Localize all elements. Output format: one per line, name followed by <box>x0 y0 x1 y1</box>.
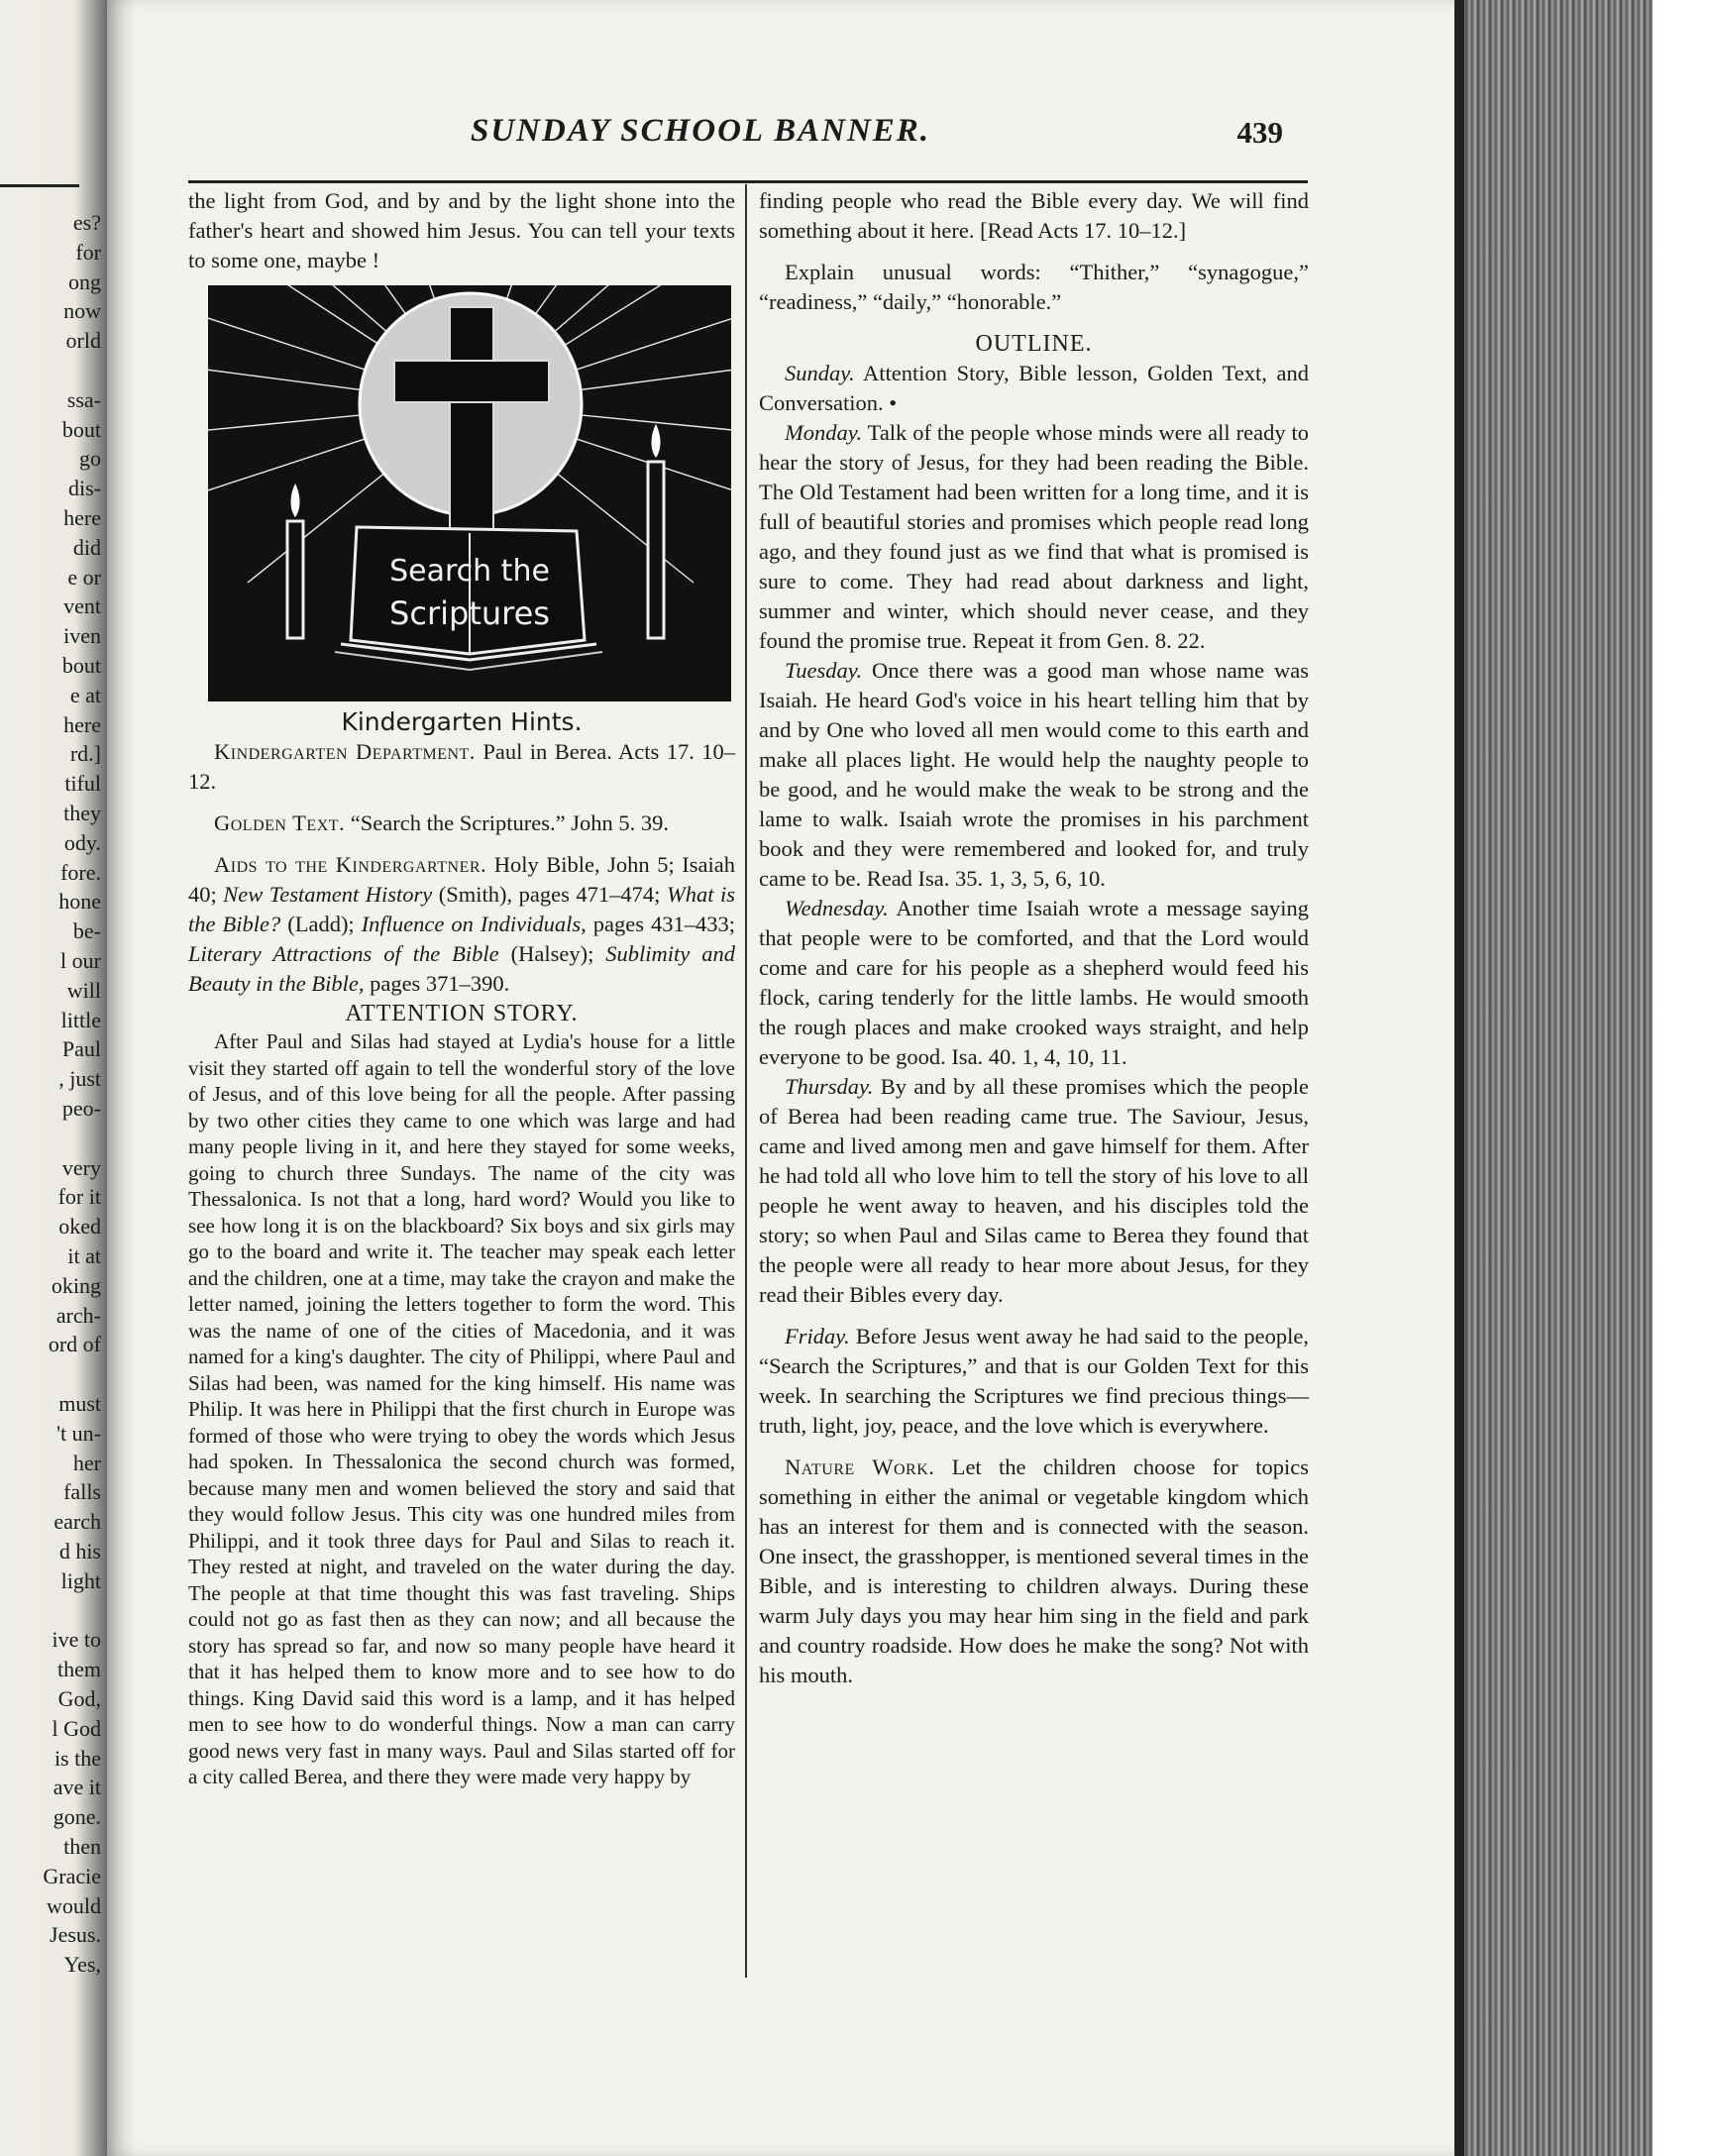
aids-paragraph <box>188 850 735 999</box>
aids-label: Aids to the Kindergartner. <box>214 852 487 877</box>
nature-work-label: Nature Work. <box>785 1455 935 1479</box>
facing-page-fragment: vent <box>63 593 101 619</box>
facing-page-fragment: l God <box>52 1715 101 1741</box>
aids-text: (Smith), pages 471–474; <box>432 882 667 907</box>
section-title: Kindergarten Hints. <box>341 707 583 736</box>
facing-page-fragment: e at <box>69 682 101 707</box>
facing-page-fragment: earch <box>54 1509 101 1535</box>
thursday-text: By and by all these promises which the people of Berea had been reading came true. The Saviour, Jesus, came and lived among men and gave himself for them. After he had told all who love him to tell the story of his love to all people he went away to heaven, and his disciples told the story; so when Paul and Silas came to Berea they found that the people were all ready to hear more about Jesus, for they read their Bibles every day. <box>759 1074 1309 1307</box>
intro-paragraph: the light from God, and by and by the light shone into the father's heart and showed him Jesus. You can tell your texts to some one, maybe ! <box>188 188 735 272</box>
facing-page-fragment: light <box>60 1567 101 1593</box>
facing-page-fragment: hone <box>58 889 101 915</box>
open-book-icon <box>351 527 585 654</box>
page-number: 439 <box>1236 115 1283 150</box>
facing-page-fragment: es? <box>72 210 101 235</box>
header-rule <box>188 180 1308 183</box>
aids-text: pages 371–390. <box>364 971 510 996</box>
nature-work-paragraph <box>759 1453 1309 1690</box>
golden-text-paragraph <box>188 808 735 838</box>
facing-page-fragment: ssa- <box>66 386 101 412</box>
sunday-text: Attention Story, Bible lesson, Golden Text, and Conversation. • <box>759 361 1309 415</box>
golden-text-label: Golden Text. <box>214 810 346 835</box>
wednesday-paragraph <box>759 894 1309 1072</box>
facing-page-fragment: ody. <box>63 829 101 855</box>
aids-title: What is the Bible? <box>188 882 735 936</box>
aids-title: Literary Attractions of the Bible <box>188 941 499 966</box>
department-label: Kindergarten Department. <box>214 739 476 764</box>
facing-page-fragment: ord of <box>48 1332 101 1357</box>
right-column <box>759 186 1309 1690</box>
facing-page-fragment: Paul <box>61 1036 101 1062</box>
search-the-scriptures-illustration <box>208 285 731 701</box>
facing-page-fragment: bout <box>61 416 101 442</box>
candle-left-icon <box>287 521 303 638</box>
facing-page-fragment: rd.] <box>69 741 101 767</box>
facing-page-fragment: dis- <box>68 476 101 501</box>
facing-page-fragment: e or <box>67 564 101 590</box>
explain-paragraph: Explain unusual words: “Thither,” “synagogue,” “readiness,” “daily,” “honorable.” <box>759 260 1309 314</box>
running-header <box>188 109 1293 155</box>
tuesday-paragraph <box>759 656 1309 894</box>
facing-page-fragment: peo- <box>61 1096 101 1121</box>
background-margin <box>1653 0 1712 2156</box>
friday-text: Before Jesus went away he had said to the people, “Search the Scriptures,” and that is our Golden Text for this week. In searching the Scriptures we find precious things—truth, light, joy, peace, and the love which is everywhere. <box>759 1324 1309 1438</box>
facing-page-fragment: would <box>47 1892 101 1918</box>
friday-paragraph <box>759 1322 1309 1441</box>
running-title: SUNDAY SCHOOL BANNER. <box>471 113 931 149</box>
monday-text: Talk of the people whose minds were all ready to hear the story of Jesus, for they had been reading the Bible. The Old Testament had been written for a long time, and it is full of beautiful stories and promises which people read long ago, and they found just as we find that what is promised is sure to come. They had read about darkness and light, summer and winter, which should never cease, and they found the promise true. Repeat it from Gen. 8. 22. <box>759 420 1309 653</box>
facing-page-fragment: must <box>58 1391 101 1416</box>
facing-page-fragment: they <box>63 801 101 825</box>
wednesday-text: Another time Isaiah wrote a message saying that people were to be comforted, and that the Lord would come and care for his people as a shepherd would feed his flock, caring tenderly for the little lambs. He would smooth the rough places and make crooked ways straight, and help everyone to be good. Isa. 40. 1, 4, 10, 11. <box>759 896 1309 1069</box>
facing-page-fragment: here <box>63 505 101 530</box>
thursday-paragraph <box>759 1072 1309 1310</box>
left-column <box>188 186 735 1790</box>
outline-heading: OUTLINE. <box>975 331 1093 357</box>
friday-label: Friday. <box>785 1324 850 1348</box>
facing-page-fragment: Gracie <box>43 1863 101 1888</box>
facing-page-fragment: Yes, <box>63 1952 101 1978</box>
golden-text: “Search the Scriptures.” John 5. 39. <box>345 810 669 835</box>
facing-page-fragment: for <box>75 239 101 265</box>
facing-page-fragment: is the <box>54 1745 101 1771</box>
facing-page-fragment: for it <box>57 1184 101 1210</box>
facing-page-fragment: oking <box>51 1272 101 1298</box>
facing-page-fragment: little <box>60 1007 101 1032</box>
attention-story: After Paul and Silas had stayed at Lydia's house for a little visit they started off again to tell the wonderful story of the love of Jesus, and of this love being for all the people. After passing by two other cities they came to one which was large and had many people living in it, and here they stayed for some weeks, going to church three Sundays. The name of the city was Thessalonica. Is not that a long, hard word? Would you like to see how long it is on the blackboard? Six boys and six girls may go to the board and write it. The teacher may speak each letter and the children, one at a time, may take the crayon and make the letter named, joining the letters together to form the word. This was the name of one of the cities of Macedonia, and it was named for a king's daughter. The city of Philippi, where Paul and Silas had been, was named for the king himself. His name was Philip. It was here in Philippi that the first church in Europe was formed of those who were trying to obey the words which Jesus had spoken. In Thessalonica the second church was formed, because many men and women believed the story and said that they would follow Jesus. This city was one hundred miles from Philippi, and it took three days for Paul and Silas to reach it. They rested at night, and traveled on the water during the day. The people at that time thought this was fast traveling. Ships could not go as fast then as they can now; and all because the story has spread so far, and now so many people have heard it that it has helped them to know more and to see how to do things. King David said this word is a lamp, and it has helped men to see how to do wonderful things. Now a man can carry good news very fast in many ways. Paul and Silas started off for a city called Berea, and there they were made very happy by <box>188 1029 735 1788</box>
facing-page-fragment: Jesus. <box>50 1922 101 1948</box>
aids-text: pages 431–433; <box>586 912 735 936</box>
aids-text: (Halsey); <box>498 941 606 966</box>
aids-title: Influence on Individuals, <box>361 912 587 936</box>
facing-page-fragment: bout <box>61 653 101 678</box>
department-text: Paul in Berea. Acts 17. 10–12. <box>188 739 735 794</box>
facing-page-fragment: here <box>63 711 101 737</box>
facing-page-sliver <box>0 0 107 2156</box>
facing-page-fragment: oked <box>58 1214 101 1240</box>
thursday-label: Thursday. <box>785 1074 874 1099</box>
department-paragraph <box>188 737 735 797</box>
column-rule <box>745 184 747 1978</box>
facing-page-fragment: now <box>63 298 101 324</box>
tuesday-text: Once there was a good man whose name was Isaiah. He heard God's voice in his heart telling him that by and by One who loved all men would come to this earth and make all places light. He would help the naughty people to be good, and he would make the weak to be strong and the lame to walk. Isaiah wrote the promises in his parchment book and they were remembered and looked for, and truly came to be. Read Isa. 35. 1, 3, 5, 6, 10. <box>759 658 1309 891</box>
facing-page-fragment: gone. <box>53 1804 101 1830</box>
continuation-paragraph: finding people who read the Bible every day. We will find something about it here. [Read Acts 17. 10–12.] <box>759 188 1309 243</box>
monday-paragraph <box>759 418 1309 656</box>
facing-page-fragment: very <box>61 1154 101 1180</box>
page-gap <box>1454 0 1464 2156</box>
facing-page-fragment: iven <box>63 623 101 649</box>
facing-page-fragment: l our <box>60 948 101 973</box>
illustration-caption-line2: Scriptures <box>389 594 550 632</box>
tuesday-label: Tuesday. <box>785 658 863 683</box>
monday-label: Monday. <box>785 420 863 445</box>
facing-page-fragment: did <box>72 534 101 560</box>
facing-page-fragment: , just <box>58 1066 101 1092</box>
facing-page-fragment: it at <box>67 1243 101 1268</box>
aids-title: New Testament History <box>223 882 433 907</box>
facing-page-fragment: will <box>66 977 101 1003</box>
illustration-caption-line1: Search the <box>389 554 550 589</box>
facing-page-fragment: ong <box>68 269 101 294</box>
facing-page-fragment: her <box>72 1450 101 1475</box>
wednesday-label: Wednesday. <box>785 896 889 920</box>
facing-page-fragment: falls <box>63 1479 101 1505</box>
attention-story-heading: ATTENTION STORY. <box>345 1001 579 1026</box>
aids-title: Sublimity and Beauty in the Bible, <box>188 941 735 996</box>
facing-page-fragment: God, <box>57 1686 101 1711</box>
facing-page-fragment: orld <box>65 328 101 354</box>
facing-page-fragment: ive to <box>52 1627 101 1653</box>
facing-page-fragment: ave it <box>53 1775 101 1800</box>
nature-work-text: Let the children choose for topics something in either the animal or vegetable kingdom which has an interest for them and is connected with the season. One insect, the grasshopper, is mentioned several times in the Bible, and is interesting to children always. During these warm July days you may hear him sing in the field and park and country roadside. How does he make the song? Not with his mouth. <box>759 1455 1309 1687</box>
facing-page-fragment: 't un- <box>56 1420 101 1446</box>
facing-page-fragment: them <box>57 1657 101 1682</box>
facing-page-fragment: go <box>79 446 101 472</box>
facing-page-fragment: be- <box>72 918 101 944</box>
facing-page-fragment: d his <box>58 1539 101 1563</box>
aids-text: (Ladd); <box>280 912 362 936</box>
facing-page-fragment: then <box>63 1834 101 1859</box>
facing-page-fragment: fore. <box>60 859 101 885</box>
candle-right-icon <box>648 462 664 638</box>
aids-text: Holy Bible, John 5; Isaiah 40; <box>188 852 735 907</box>
facing-page-fragment: arch- <box>55 1302 101 1328</box>
sunday-paragraph <box>759 359 1309 418</box>
facing-page-rule <box>0 184 79 187</box>
facing-page-fragment: tiful <box>64 771 101 797</box>
book-page-edges <box>1454 0 1712 2156</box>
sunday-label: Sunday. <box>785 361 855 385</box>
